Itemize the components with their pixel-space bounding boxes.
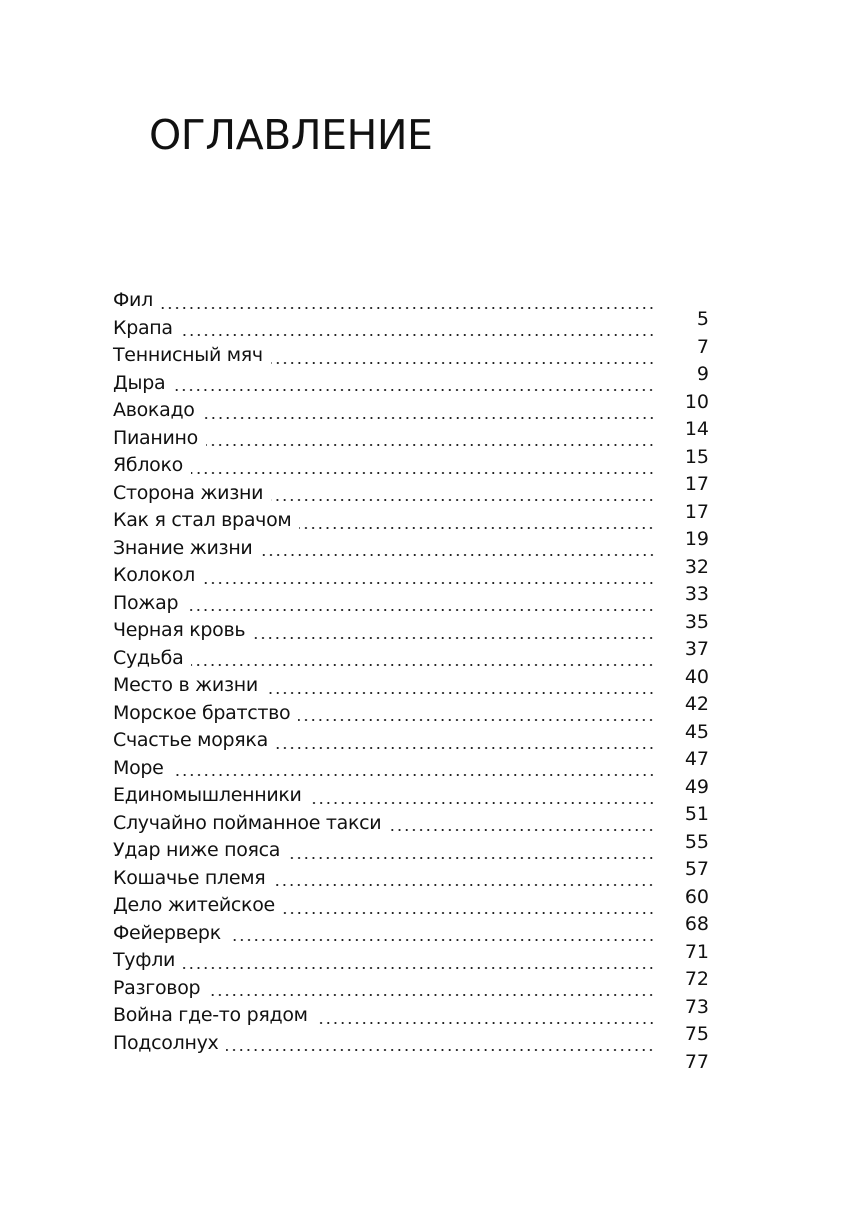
toc-entry-title: Пожар [113,591,179,614]
dot-leader [276,734,655,754]
toc-entry-title: Знание жизни [113,536,253,559]
dot-leader [253,624,655,644]
dot-leader [191,459,655,479]
dot-leader [310,789,655,809]
toc-entry-page-number: 45 [684,720,709,743]
dot-leader [389,816,655,836]
toc-entry-page-number: 35 [684,610,709,633]
dot-leader [266,679,655,699]
dot-leader [271,486,655,506]
toc-entry-page-number: 7 [696,335,709,358]
toc-entry-page-number: 10 [684,390,709,413]
table-of-contents [113,287,709,1073]
toc-entry-title: Черная кровь [113,619,246,641]
toc-entry-page-number: 47 [684,748,709,770]
dot-leader [173,376,655,396]
dot-leader [172,761,655,781]
toc-entry-page-number: 17 [684,473,709,495]
toc-entry-page-number: 55 [684,830,709,853]
toc-entry-title: Морское братство [113,701,291,724]
toc-entry-page-number: 15 [684,445,709,468]
toc-entry-page-number: 49 [684,775,709,798]
toc-entry-page-number: 75 [684,1023,709,1045]
toc-entry-page-number: 37 [684,638,709,660]
dot-leader [261,541,656,561]
toc-entry-title: Дыра [113,371,166,394]
dot-leader [203,404,655,424]
toc-entry-page-number: 33 [684,583,709,605]
toc-entry-page-number: 77 [684,1050,709,1073]
toc-entry-page-number: 51 [684,803,709,825]
toc-entry-page-number: 5 [696,308,709,330]
dot-leader [271,349,655,369]
toc-entry-page-number: 71 [684,940,709,963]
toc-entry-page-number: 60 [684,885,709,908]
toc-entry-title: Кошачье племя [113,866,266,889]
toc-entry-title: Сторона жизни [113,481,264,504]
toc-entry-page-number: 9 [696,363,709,385]
dot-leader [316,1009,655,1029]
toc-entry-page-number: 72 [684,968,709,990]
toc-entry-title: Авокадо [113,399,195,421]
toc-entry-page-number: 57 [684,858,709,880]
toc-entry-page-number: 32 [684,555,709,578]
toc-entry-page-number: 68 [684,913,709,935]
dot-leader [183,954,655,974]
toc-entry-page-number: 73 [684,995,709,1018]
toc-entry-page-number: 19 [684,528,709,550]
dot-leader [191,651,655,671]
toc-entry-title: Теннисный мяч [113,344,263,366]
toc-entry-title: Война где-то рядом [113,1004,308,1026]
toc-entry-title: Разговор [113,976,201,999]
dot-leader [273,871,655,891]
toc-entry-title: Случайно пойманное такси [113,811,382,834]
dot-leader [283,899,655,919]
dot-leader [203,569,655,589]
dot-leader [288,844,655,864]
dot-leader [161,294,655,314]
toc-entry-title: Подсолнух [113,1031,219,1054]
toc-entry-title: Колокол [113,564,196,586]
toc-entry-page-number: 40 [684,665,709,688]
toc-entry-page-number: 17 [684,500,709,523]
toc-entry-page-number: 42 [684,693,709,715]
dot-leader [299,514,655,534]
toc-entry-title: Фейерверк [113,921,221,944]
toc-entry-title: Единомышленники [113,784,302,806]
dot-leader [206,431,655,451]
toc-entry-title: Судьба [113,646,184,669]
toc-entry-page-number: 14 [684,418,709,440]
dot-leader [226,1036,655,1056]
toc-entry-title: Пианино [113,426,198,449]
toc-entry-title: Море [113,756,164,779]
toc-entry-title: Счастье моряка [113,729,268,751]
toc-entry-title: Крапа [113,316,173,339]
toc-entry-title: Яблоко [113,454,183,476]
toc-entry-title: Туфли [113,949,176,971]
dot-leader [181,321,655,341]
toc-entry-title: Место в жизни [113,674,258,696]
dot-leader [186,596,655,616]
toc-entry-title: Фил [113,289,153,311]
toc-entry-title: Как я стал врачом [113,509,292,531]
dot-leader [229,926,655,946]
toc-entry[interactable] [113,1030,709,1073]
toc-entry-title: Дело житейское [113,894,275,916]
dot-leader [298,706,655,726]
toc-entry-title: Удар ниже пояса [113,839,281,861]
page-title: ОГЛАВЛЕНИЕ [149,111,433,159]
dot-leader [208,981,655,1001]
